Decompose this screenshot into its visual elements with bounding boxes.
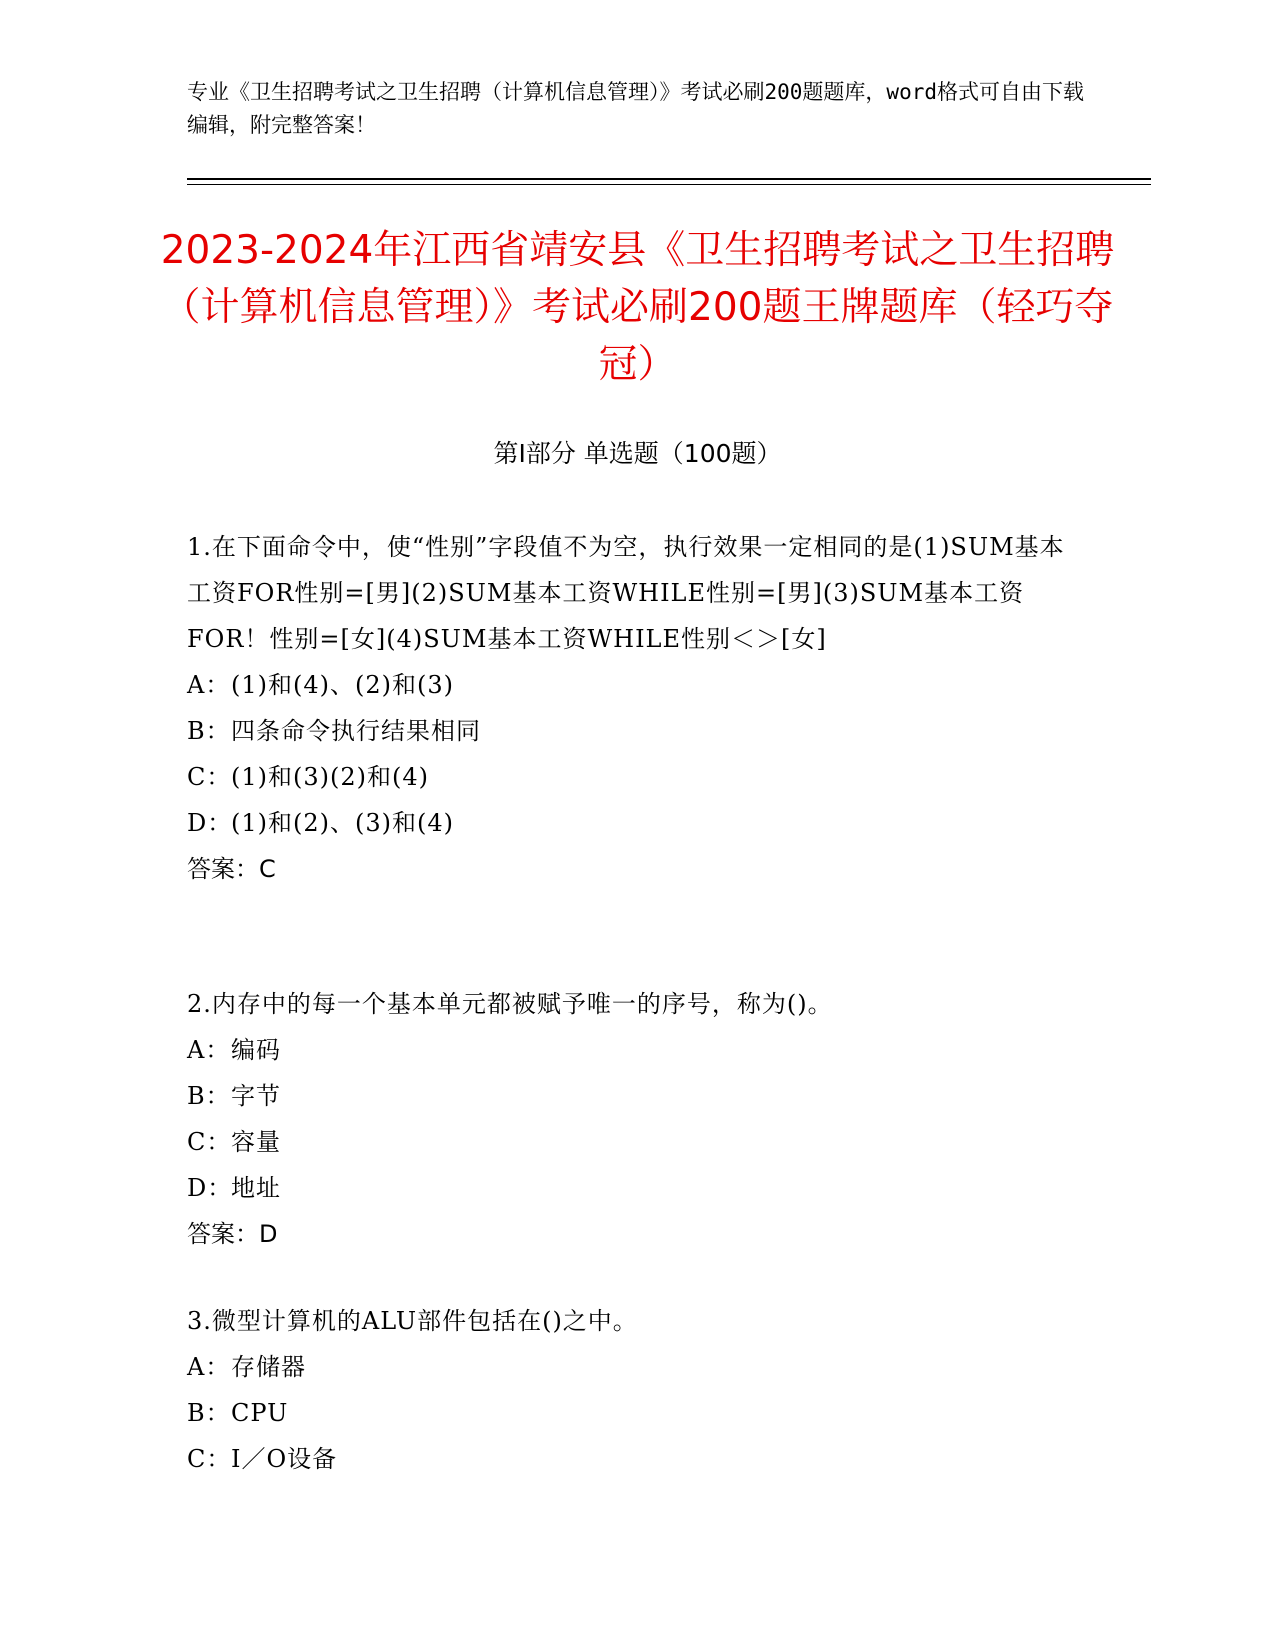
option-text: I／O设备: [231, 1445, 338, 1473]
document-title: 2023-2024年江西省靖安县《卫生招聘考试之卫生招聘（计算机信息管理）》考试必刷200题王牌题库（轻巧夺冠）: [160, 228, 1115, 387]
header-rule-thick: [187, 178, 1151, 180]
option-text: CPU: [231, 1399, 289, 1427]
option-a: [187, 662, 1087, 708]
option-c: [187, 754, 1087, 800]
option-a: [187, 1344, 1087, 1390]
option-label: C：: [187, 1445, 232, 1473]
option-text: 四条命令执行结果相同: [231, 717, 481, 745]
option-text: 容量: [231, 1128, 281, 1156]
option-label: B：: [187, 717, 231, 745]
question-2: [187, 981, 1087, 1257]
option-text: 编码: [231, 1036, 281, 1064]
header-rule-thin: [187, 184, 1151, 185]
header-note: 专业《卫生招聘考试之卫生招聘（计算机信息管理）》考试必刷200题题库，word格式可自由下载编辑，附完整答案！: [187, 80, 1084, 137]
option-c: [187, 1436, 1087, 1482]
option-b: [187, 1390, 1087, 1436]
question-3: [187, 1298, 1087, 1482]
question-stem: 1.在下面命令中，使“性别”字段值不为空，执行效果一定相同的是(1)SUM基本工资FOR性别=[男](2)SUM基本工资WHILE性别=[男](3)SUM基本工资FOR！性别=[女](4)SUM基本工资WHILE性别＜＞[女]: [187, 533, 1065, 653]
option-label: A：: [187, 671, 231, 699]
question-stem: 2.内存中的每一个基本单元都被赋予唯一的序号，称为()。: [187, 990, 833, 1018]
option-label: A：: [187, 1036, 231, 1064]
option-b: [187, 1073, 1087, 1119]
option-label: C：: [187, 1128, 232, 1156]
question-1: [187, 524, 1087, 892]
option-label: D：: [187, 1174, 233, 1202]
option-text: 存储器: [231, 1353, 306, 1381]
option-text: (1)和(2)、(3)和(4): [231, 809, 454, 837]
answer: 答案：D: [187, 1220, 278, 1248]
option-b: [187, 708, 1087, 754]
option-a: [187, 1027, 1087, 1073]
option-text: 地址: [231, 1174, 281, 1202]
section-title: 第Ⅰ部分 单选题（100题）: [493, 439, 782, 468]
option-text: (1)和(4)、(2)和(3): [231, 671, 454, 699]
option-label: B：: [187, 1082, 231, 1110]
option-label: A：: [187, 1353, 231, 1381]
option-d: [187, 800, 1087, 846]
option-c: [187, 1119, 1087, 1165]
answer: 答案：C: [187, 855, 276, 883]
option-d: [187, 1165, 1087, 1211]
option-label: C：: [187, 763, 232, 791]
option-text: 字节: [231, 1082, 281, 1110]
option-label: D：: [187, 809, 233, 837]
question-stem: 3.微型计算机的ALU部件包括在()之中。: [187, 1307, 638, 1335]
option-label: B：: [187, 1399, 231, 1427]
option-text: (1)和(3)(2)和(4): [231, 763, 429, 791]
